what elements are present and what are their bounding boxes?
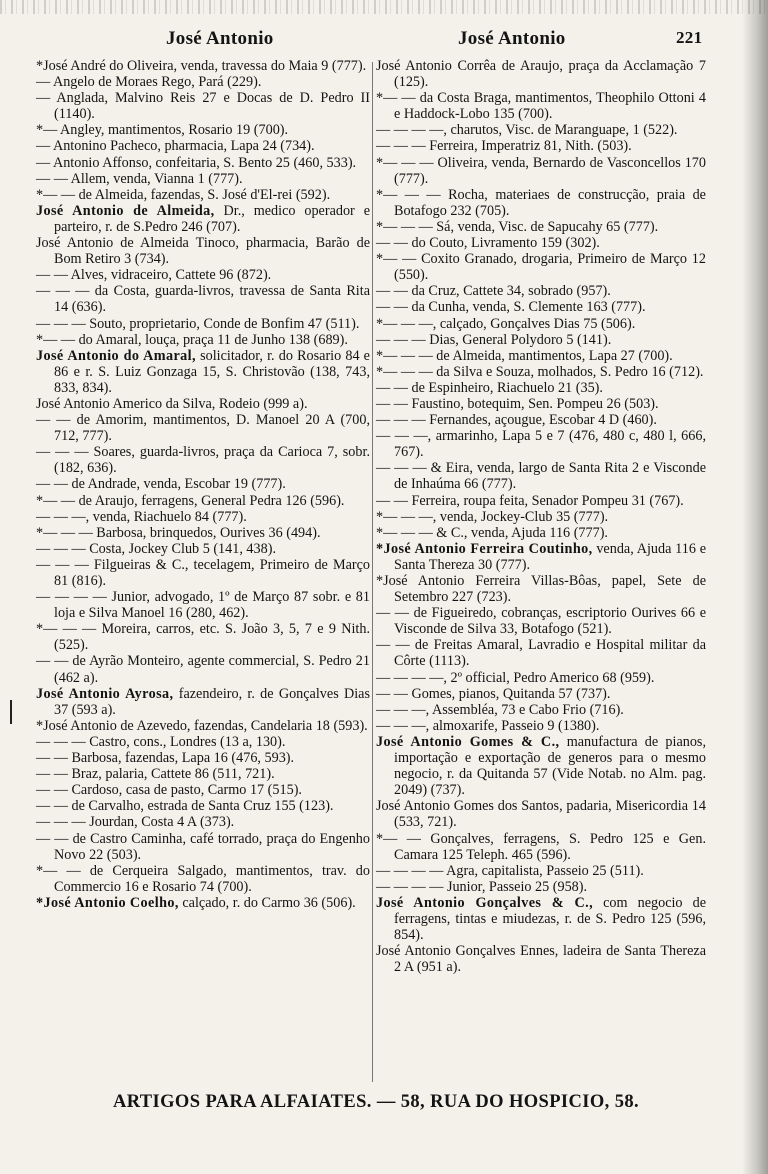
directory-entry <box>36 444 370 476</box>
entry-text: *— — de Cerqueira Salgado, mantimentos, trav. do Commercio 16 e Rosario 74 (700). <box>36 862 370 895</box>
directory-entry <box>376 138 706 154</box>
directory-entry <box>36 267 370 283</box>
entry-text: *— — — de Almeida, mantimentos, Lapa 27 (700). <box>376 347 673 364</box>
entry-name-bold: José Antonio Gonçalves & C., <box>376 894 594 911</box>
directory-entry <box>36 831 370 863</box>
directory-entry <box>376 734 706 798</box>
entry-text: *— — do Amaral, louça, praça 11 de Junho 138 (689). <box>36 331 348 348</box>
entry-text: — — de Carvalho, estrada de Santa Cruz 155 (123). <box>36 798 334 815</box>
directory-entry <box>36 155 370 171</box>
entry-text: — — da Cruz, Cattete 34, sobrado (957). <box>376 283 611 300</box>
entry-text: — — Alves, vidraceiro, Cattete 96 (872). <box>36 267 272 284</box>
directory-entry <box>36 283 370 315</box>
entry-text: *José André do Oliveira, venda, travessa do Maia 9 (777). <box>36 58 367 74</box>
directory-entry <box>36 412 370 444</box>
entry-text: — — de Amorim, mantimentos, D. Manoel 20 A (700, 712, 777). <box>36 412 370 445</box>
directory-entry <box>376 605 706 637</box>
directory-entry <box>376 251 706 283</box>
entry-text: José Antonio Gonçalves Ennes, ladeira de Santa Thereza 2 A (951 a). <box>376 943 706 976</box>
directory-entry <box>376 541 706 573</box>
directory-entry <box>376 879 706 895</box>
footer-advertisement: ARTIGOS PARA ALFAIATES. — 58, RUA DO HOSPICIO, 58. <box>112 1092 640 1112</box>
directory-entry <box>36 621 370 653</box>
page-number: 221 <box>676 28 703 47</box>
entry-text: — — Ferreira, roupa feita, Senador Pompeu 31 (767). <box>376 492 684 509</box>
left-column <box>36 58 370 911</box>
directory-entry <box>376 283 706 299</box>
entry-text: — — — Souto, proprietario, Conde de Bonfim 47 (511). <box>36 315 360 332</box>
directory-entry <box>36 138 370 154</box>
entry-text: *— — — Sá, venda, Visc. de Sapucahy 65 (777). <box>376 218 659 235</box>
directory-entry <box>36 863 370 895</box>
directory-entry <box>376 187 706 219</box>
directory-entry <box>36 525 370 541</box>
directory-entry <box>376 219 706 235</box>
directory-entry <box>36 557 370 589</box>
running-header <box>40 28 720 52</box>
directory-entry <box>36 203 370 235</box>
directory-entry <box>36 750 370 766</box>
entry-text: *— — — Moreira, carros, etc. S. João 3, 5, 7 e 9 Nith. (525). <box>36 621 370 654</box>
right-column <box>376 58 706 975</box>
directory-entry <box>36 476 370 492</box>
entry-name-bold: *José Antonio Coelho, <box>36 894 179 911</box>
entry-name-bold: José Antonio Ayrosa, <box>36 685 174 702</box>
entry-text: José Antonio Corrêa de Araujo, praça da Acclamação 7 (125). <box>376 58 706 91</box>
directory-entry <box>36 235 370 267</box>
directory-entry <box>376 299 706 315</box>
entry-text: — Antonino Pacheco, pharmacia, Lapa 24 (734). <box>36 138 315 155</box>
entry-text: — — — — Junior, Passeio 25 (958). <box>376 878 588 895</box>
scan-noise <box>0 0 768 14</box>
entry-text: — — — — Agra, capitalista, Passeio 25 (511). <box>376 862 644 879</box>
entry-text: — — Cardoso, casa de pasto, Carmo 17 (515). <box>36 782 302 799</box>
entry-text: — — Gomes, pianos, Quitanda 57 (737). <box>376 685 611 702</box>
entry-text: *— — —, calçado, Gonçalves Dias 75 (506). <box>376 315 636 332</box>
entry-text: — — — Filgueiras & C., tecelagem, Primeiro de Março 81 (816). <box>36 556 370 589</box>
entry-name-bold: *José Antonio Ferreira Coutinho, <box>376 540 593 557</box>
entry-text: — — — Castro, cons., Londres (13 a, 130). <box>36 733 286 750</box>
directory-entry <box>36 348 370 396</box>
directory-entry <box>36 589 370 621</box>
directory-entry <box>376 831 706 863</box>
directory-entry <box>376 364 706 380</box>
entry-text: *— — — Rocha, materiaes de construcção, praia de Botafogo 232 (705). <box>376 186 706 219</box>
entry-text: José Antonio Americo da Silva, Rodeio (999 a). <box>36 395 308 412</box>
directory-entry <box>376 509 706 525</box>
entry-text: — — de Andrade, venda, Escobar 19 (777). <box>36 476 286 493</box>
directory-entry <box>376 460 706 492</box>
directory-entry <box>376 573 706 605</box>
entry-text: *— — —, venda, Jockey-Club 35 (777). <box>376 508 609 525</box>
directory-entry <box>376 428 706 460</box>
directory-entry <box>36 122 370 138</box>
directory-entry <box>376 235 706 251</box>
directory-entry <box>376 895 706 943</box>
entry-text: *José Antonio Ferreira Villas-Bôas, papel, Sete de Setembro 227 (723). <box>376 573 706 606</box>
directory-entry <box>376 332 706 348</box>
directory-entry <box>36 493 370 509</box>
entry-name-bold: José Antonio do Amaral, <box>36 347 196 364</box>
directory-entry <box>376 798 706 830</box>
directory-entry <box>36 734 370 750</box>
entry-text: — — — da Costa, guarda-livros, travessa de Santa Rita 14 (636). <box>36 283 370 316</box>
entry-text: — — —, venda, Riachuelo 84 (777). <box>36 508 247 525</box>
directory-entry <box>36 814 370 830</box>
entry-text: — — — Costa, Jockey Club 5 (141, 438). <box>36 540 276 557</box>
directory-entry <box>36 90 370 122</box>
directory-entry <box>376 58 706 90</box>
directory-entry <box>36 171 370 187</box>
entry-text: *— — de Araujo, ferragens, General Pedra 126 (596). <box>36 492 345 509</box>
directory-entry <box>376 718 706 734</box>
directory-entry <box>36 58 370 74</box>
entry-text: — Anglada, Malvino Reis 27 e Docas de D. Pedro II (1140). <box>36 90 370 123</box>
entry-text: Dr., medico operador e parteiro, r. de S.Pedro 246 (707). <box>54 202 370 235</box>
entry-text: solicitador, r. do Rosario 84 e 86 e r. S. Luiz Gonzaga 15, S. Christovão (138, 743, 833, 834). <box>54 347 370 396</box>
entry-text: — — de Figueiredo, cobranças, escriptorio Ourives 66 e Visconde de Silva 33, Botafogo (521). <box>376 605 706 638</box>
directory-entry <box>376 316 706 332</box>
entry-text: — — de Castro Caminha, café torrado, praça do Engenho Novo 22 (503). <box>36 830 370 863</box>
header-right: José Antonio <box>458 28 566 49</box>
entry-text: — — Barbosa, fazendas, Lapa 16 (476, 593). <box>36 750 295 767</box>
directory-entry <box>376 863 706 879</box>
directory-entry <box>36 187 370 203</box>
page-edge-shadow <box>742 0 768 1174</box>
entry-text: *— — — Oliveira, venda, Bernardo de Vasconcellos 170 (777). <box>376 154 706 187</box>
directory-entry <box>376 122 706 138</box>
entry-text: com negocio de ferragens, tintas e miudezas, r. de S. Pedro 125 (596, 854). <box>394 894 706 944</box>
entry-text: — — Braz, palaria, Cattete 86 (511, 721). <box>36 766 275 783</box>
entry-text: — — de Espinheiro, Riachuelo 21 (35). <box>376 379 603 396</box>
directory-entry <box>36 332 370 348</box>
directory-entry <box>36 653 370 685</box>
entry-text: — Antonio Affonso, confeitaria, S. Bento 25 (460, 533). <box>36 154 357 171</box>
entry-text: — — — —, 2º official, Pedro Americo 68 (959). <box>376 669 655 686</box>
header-left: José Antonio <box>166 28 274 49</box>
directory-entry <box>376 637 706 669</box>
directory-entry <box>376 686 706 702</box>
directory-entry <box>376 396 706 412</box>
directory-entry <box>36 509 370 525</box>
entry-text: — Angelo de Moraes Rego, Pará (229). <box>36 74 262 91</box>
entry-text: — — — Soares, guarda-livros, praça da Carioca 7, sobr. (182, 636). <box>36 444 370 477</box>
entry-text: — — de Ayrão Monteiro, agente commercial, S. Pedro 21 (462 a). <box>36 653 370 686</box>
entry-text: — — — Ferreira, Imperatriz 81, Nith. (503). <box>376 138 632 155</box>
directory-entry <box>36 74 370 90</box>
directory-entry <box>376 412 706 428</box>
entry-text: calçado, r. do Carmo 36 (506). <box>178 894 356 911</box>
entry-text: manufactura de pianos, importação e exportação de generos para o mesmo negocio, r. da Quitanda 57 (Vide Notab. no Alm. pag. 2049) (737). <box>394 733 706 799</box>
directory-entry <box>376 493 706 509</box>
directory-entry <box>36 895 370 911</box>
directory-entry <box>36 718 370 734</box>
directory-entry <box>36 798 370 814</box>
entry-name-bold: José Antonio Gomes & C., <box>376 733 560 750</box>
directory-entry <box>376 380 706 396</box>
entry-text: venda, Ajuda 116 e Santa Thereza 30 (777). <box>394 540 706 573</box>
entry-text: — — de Freitas Amaral, Lavradio e Hospital militar da Côrte (1113). <box>376 637 706 670</box>
entry-text: — — Allem, venda, Vianna 1 (777). <box>36 170 243 187</box>
directory-entry <box>376 670 706 686</box>
entry-text: José Antonio de Almeida Tinoco, pharmacia, Barão de Bom Retiro 3 (734). <box>36 235 370 268</box>
entry-text: — — —, armarinho, Lapa 5 e 7 (476, 480 c, 480 l, 666, 767). <box>376 428 706 461</box>
directory-entry <box>376 943 706 975</box>
entry-text: — — Faustino, botequim, Sen. Pompeu 26 (503). <box>376 395 659 412</box>
entry-text: *— — Gonçalves, ferragens, S. Pedro 125 e Gen. Camara 125 Teleph. 465 (596). <box>376 830 706 863</box>
directory-entry <box>376 525 706 541</box>
entry-text: — — — —, charutos, Visc. de Maranguape, 1 (522). <box>376 122 678 139</box>
entry-name-bold: José Antonio de Almeida, <box>36 202 215 219</box>
entry-text: — — — Fernandes, açougue, Escobar 4 D (460). <box>376 412 657 429</box>
entry-text: *— — — & C., venda, Ajuda 116 (777). <box>376 524 608 541</box>
column-divider <box>372 62 373 1082</box>
entry-text: José Antonio Gomes dos Santos, padaria, Misericordia 14 (533, 721). <box>376 798 706 831</box>
entry-text: *— — Coxito Granado, drogaria, Primeiro de Março 12 (550). <box>376 251 706 284</box>
entry-text: *— — — da Silva e Souza, molhados, S. Pedro 16 (712). <box>376 363 704 380</box>
directory-entry <box>36 766 370 782</box>
directory-entry <box>36 396 370 412</box>
directory-entry <box>376 90 706 122</box>
entry-text: *José Antonio de Azevedo, fazendas, Candelaria 18 (593). <box>36 717 368 734</box>
entry-text: — — da Cunha, venda, S. Clemente 163 (777). <box>376 299 646 316</box>
directory-entry <box>36 782 370 798</box>
entry-text: — — —, Assembléa, 73 e Cabo Frio (716). <box>376 701 624 718</box>
directory-entry <box>376 155 706 187</box>
entry-text: *— — da Costa Braga, mantimentos, Theophilo Ottoni 4 e Haddock-Lobo 135 (700). <box>376 90 706 123</box>
directory-entry <box>376 348 706 364</box>
directory-entry <box>36 316 370 332</box>
entry-text: fazendeiro, r. de Gonçalves Dias 37 (593 a). <box>54 685 370 718</box>
entry-text: — — —, almoxarife, Passeio 9 (1380). <box>376 717 600 734</box>
entry-text: *— — de Almeida, fazendas, S. José d'El-rei (592). <box>36 186 331 203</box>
directory-entry <box>36 686 370 718</box>
entry-text: *— Angley, mantimentos, Rosario 19 (700). <box>36 122 289 139</box>
entry-text: — — — Jourdan, Costa 4 A (373). <box>36 814 235 831</box>
entry-text: *— — — Barbosa, brinquedos, Ourives 36 (494). <box>36 524 321 541</box>
entry-text: — — do Couto, Livramento 159 (302). <box>376 235 600 252</box>
directory-entry <box>36 541 370 557</box>
directory-entry <box>376 702 706 718</box>
entry-text: — — — — Junior, advogado, 1º de Março 87 sobr. e 81 loja e Silva Manoel 16 (280, 462). <box>36 589 370 622</box>
margin-mark <box>10 700 12 724</box>
entry-text: — — — Dias, General Polydoro 5 (141). <box>376 331 612 348</box>
entry-text: — — — & Eira, venda, largo de Santa Rita 2 e Visconde de Inhaúma 66 (777). <box>376 460 706 493</box>
